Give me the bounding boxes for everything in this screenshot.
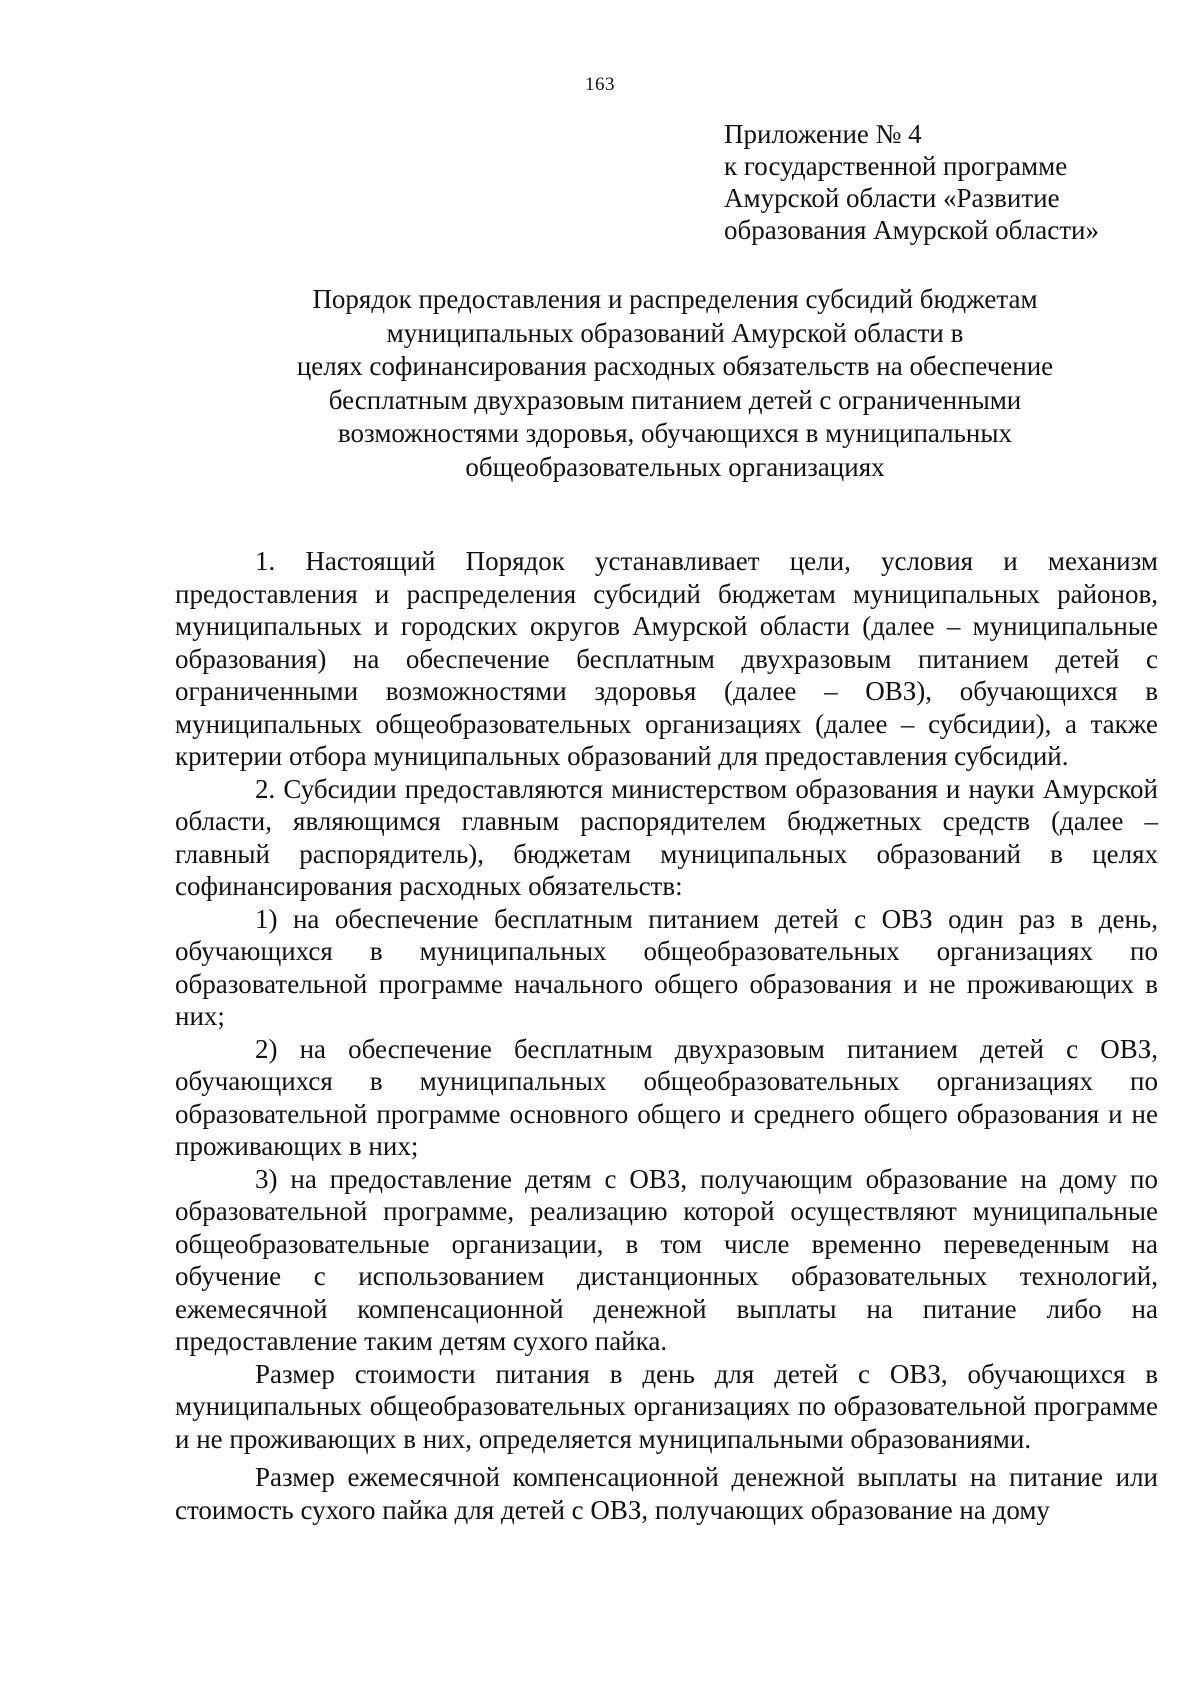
paragraph-subitem-2: 2) на обеспечение бесплатным двухразовым питанием детей с ОВЗ, обучающихся в муниципальных общеобразовательных организациях по образовательной программе основного общего и среднего общего образования и не проживающих в них; xyxy=(175,1033,1158,1161)
paragraph-item-2: 2. Субсидии предоставляются министерством образования и науки Амурской области, являющимся главным распорядителем бюджетных средств (далее – главный распорядитель), бюджетам муниципальных образований в целях софинансирования расходных обязательств: xyxy=(175,773,1158,901)
appendix-line: к государственной программе xyxy=(724,151,1068,181)
title-line: возможностями здоровья, обучающихся в муниципальных xyxy=(337,418,1013,448)
title-line: Порядок предоставления и распределения субсидий бюджетам xyxy=(312,284,1038,314)
paragraph-meal-cost: Размер стоимости питания в день для детей с ОВЗ, обучающихся в муниципальных общеобразовательных организациях по образовательной программе и не проживающих в них, определяется муниципальными образованиями. xyxy=(175,1358,1158,1454)
appendix-line: Амурской области «Развитие xyxy=(724,183,1060,213)
title-line: целях софинансирования расходных обязательств на обеспечение xyxy=(296,351,1054,381)
paragraph-subitem-1: 1) на обеспечение бесплатным питанием детей с ОВЗ один раз в день, обучающихся в муниципальных общеобразовательных организациях по образовательной программе начального общего образования и не проживающих в них; xyxy=(175,903,1158,1031)
title-line: общеобразовательных организациях xyxy=(465,451,885,482)
appendix-line: Приложение № 4 xyxy=(724,119,922,149)
paragraph-item-1: 1. Настоящий Порядок устанавливает цели, условия и механизм предоставления и распределения субсидий бюджетам муниципальных районов, муниципальных и городских округов Амурской области (далее – муниципальные образования) на обеспечение бесплатным двухразовым питанием детей с ограниченными возможностями здоровья (далее – ОВЗ), обучающихся в муниципальных общеобразовательных организациях (далее – субсидии), а также критерии отбора муниципальных образований для предоставления субсидий. xyxy=(175,546,1158,771)
document-body xyxy=(175,545,1158,1526)
title-line: бесплатным двухразовым питанием детей с ограниченными xyxy=(328,384,1022,415)
title-line: муниципальных образований Амурской области в xyxy=(386,317,964,348)
appendix-header xyxy=(724,118,1099,246)
document-title xyxy=(175,283,1175,484)
paragraph-compensation: Размер ежемесячной компенсационной денежной выплаты на питание или стоимость сухого пайка для детей с ОВЗ, получающих образование на дому xyxy=(175,1462,1158,1525)
paragraph-subitem-3: 3) на предоставление детям с ОВЗ, получающим образование на дому по образовательной программе, реализацию которой осуществляют муниципальные общеобразовательные организации, в том числе временно переведенным на обучение с использованием дистанционных образовательных технологий, ежемесячной компенсационной денежной выплаты на питание либо на предоставление таким детям сухого пайка. xyxy=(175,1163,1158,1356)
page-number: 163 xyxy=(585,74,615,95)
appendix-line: образования Амурской области» xyxy=(724,215,1099,245)
